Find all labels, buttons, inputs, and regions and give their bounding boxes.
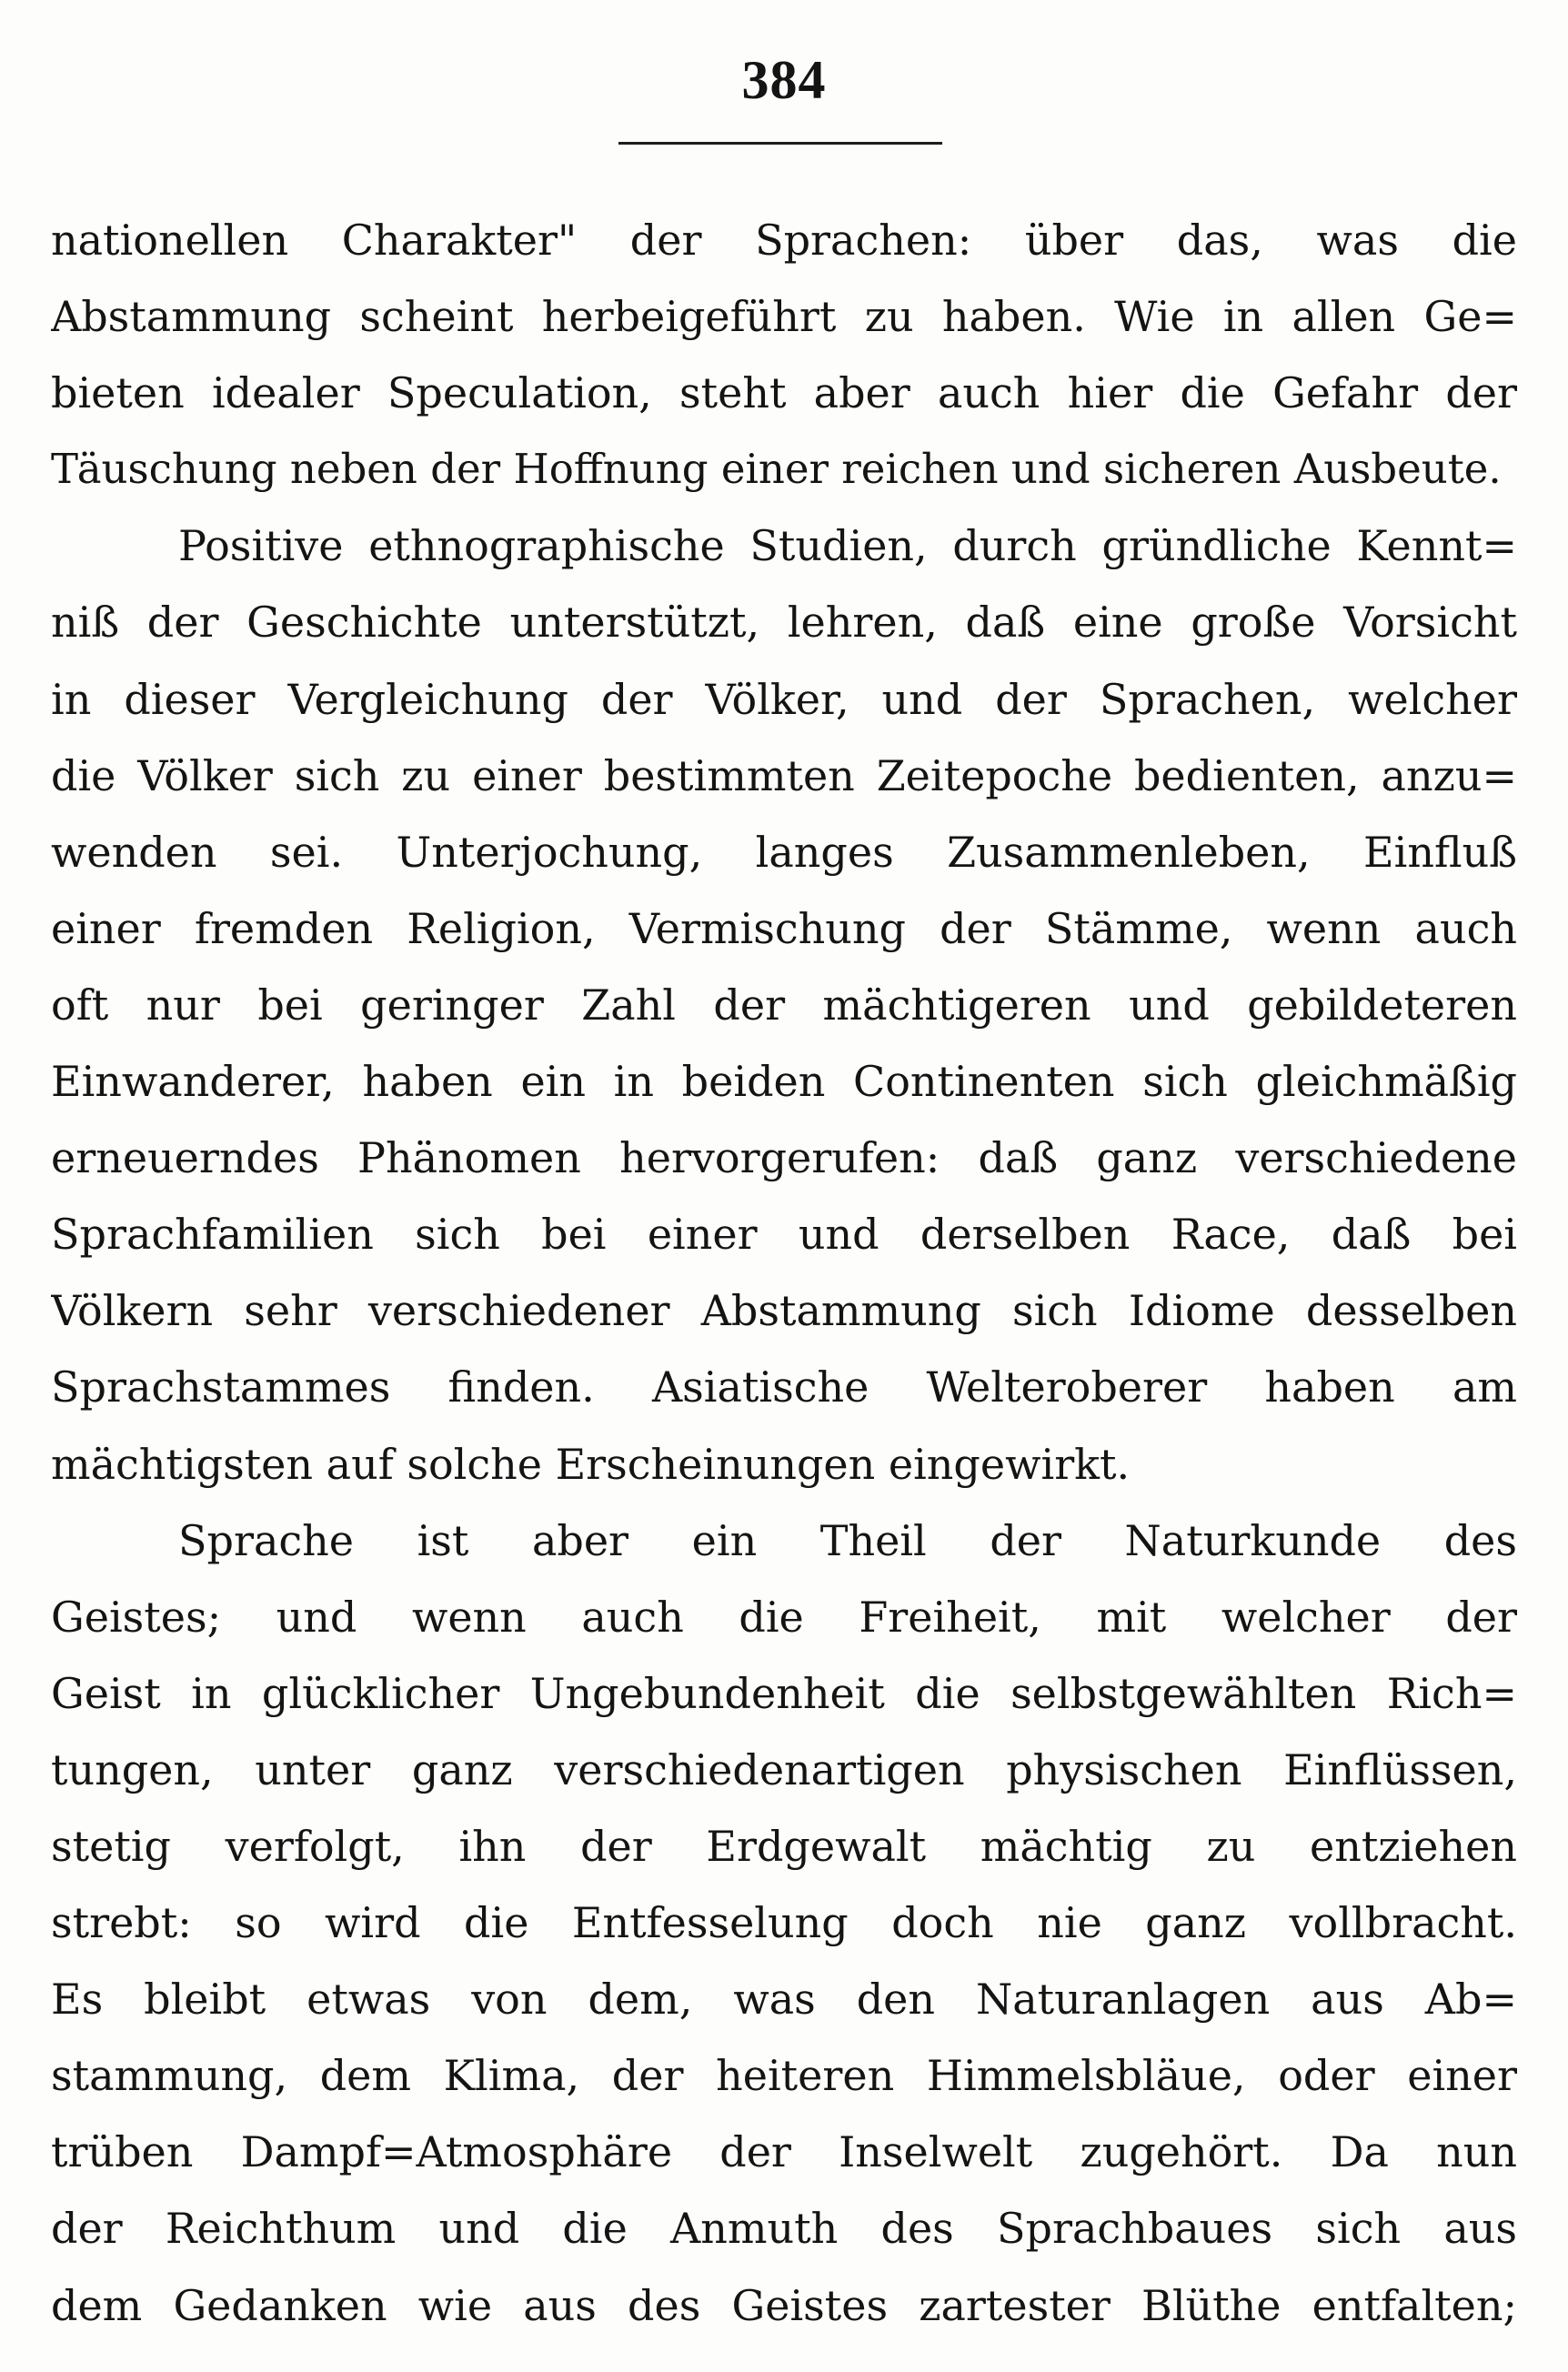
body-text [51, 202, 1517, 2344]
text-line: bieten idealer Speculation, steht aber auch hier die Gefahr der [51, 368, 1517, 418]
text-line: Positive ethnographische Studien, durch gründliche Kennt= [178, 521, 1517, 571]
text-line: Täuschung neben der Hoffnung einer reichen und sicheren Ausbeute. [51, 445, 1502, 494]
text-line: tungen, unter ganz verschiedenartigen physischen Einflüssen, [51, 1744, 1517, 1794]
text-line: trüben Dampf=Atmosphäre der Inselwelt zugehört. Da nun [51, 2127, 1517, 2177]
text-line: Es bleibt etwas von dem, was den Naturanlagen aus Ab= [51, 1975, 1517, 2025]
text-line: einer fremden Religion, Vermischung der Stämme, wenn auch [51, 903, 1517, 953]
text-line: nationellen Charakter" der Sprachen: über das, was die [51, 216, 1517, 265]
text-line: Geistes; und wenn auch die Freiheit, mit welcher der [51, 1592, 1517, 1642]
text-line: der Reichthum und die Anmuth des Sprachbaues sich aus [51, 2204, 1517, 2254]
text-line: Sprache ist aber ein Theil der Naturkunde des [178, 1515, 1517, 1565]
page-number: 384 [741, 50, 827, 110]
text-line: Sprachfamilien sich bei einer und derselben Race, daß bei [51, 1210, 1517, 1260]
text-line: in dieser Vergleichung der Völker, und der Sprachen, welcher [51, 674, 1517, 724]
text-line: Sprachstammes finden. Asiatische Welteroberer haben am [51, 1362, 1517, 1412]
text-line: erneuerndes Phänomen hervorgerufen: daß ganz verschiedene [51, 1133, 1517, 1183]
text-line: strebt: so wird die Entfesselung doch nie ganz vollbracht. [51, 1898, 1517, 1948]
text-line: stammung, dem Klima, der heiteren Himmelsbläue, oder einer [51, 2051, 1517, 2101]
text-line: stetig verfolgt, ihn der Erdgewalt mächtig zu entziehen [51, 1821, 1517, 1871]
text-line: Völkern sehr verschiedener Abstammung sich Idiome desselben [51, 1286, 1517, 1336]
text-line: die Völker sich zu einer bestimmten Zeitepoche bedienten, anzu= [51, 750, 1517, 800]
text-line: dem Gedanken wie aus des Geistes zartester Blüthe entfalten; [51, 2280, 1517, 2330]
text-line: wenden sei. Unterjochung, langes Zusammenleben, Einfluß [51, 827, 1517, 877]
text-line: niß der Geschichte unterstützt, lehren, daß eine große Vorsicht [51, 598, 1517, 648]
header-rule [618, 142, 942, 145]
text-line: Abstammung scheint herbeigeführt zu haben. Wie in allen Ge= [51, 292, 1517, 342]
text-line: mächtigsten auf solche Erscheinungen eingewirkt. [51, 1439, 1131, 1489]
text-line: oft nur bei geringer Zahl der mächtigeren und gebildeteren [51, 980, 1517, 1030]
text-line: Einwanderer, haben ein in beiden Continenten sich gleichmäßig [51, 1057, 1517, 1107]
text-line: Geist in glücklicher Ungebundenheit die selbstgewählten Rich= [51, 1668, 1517, 1718]
